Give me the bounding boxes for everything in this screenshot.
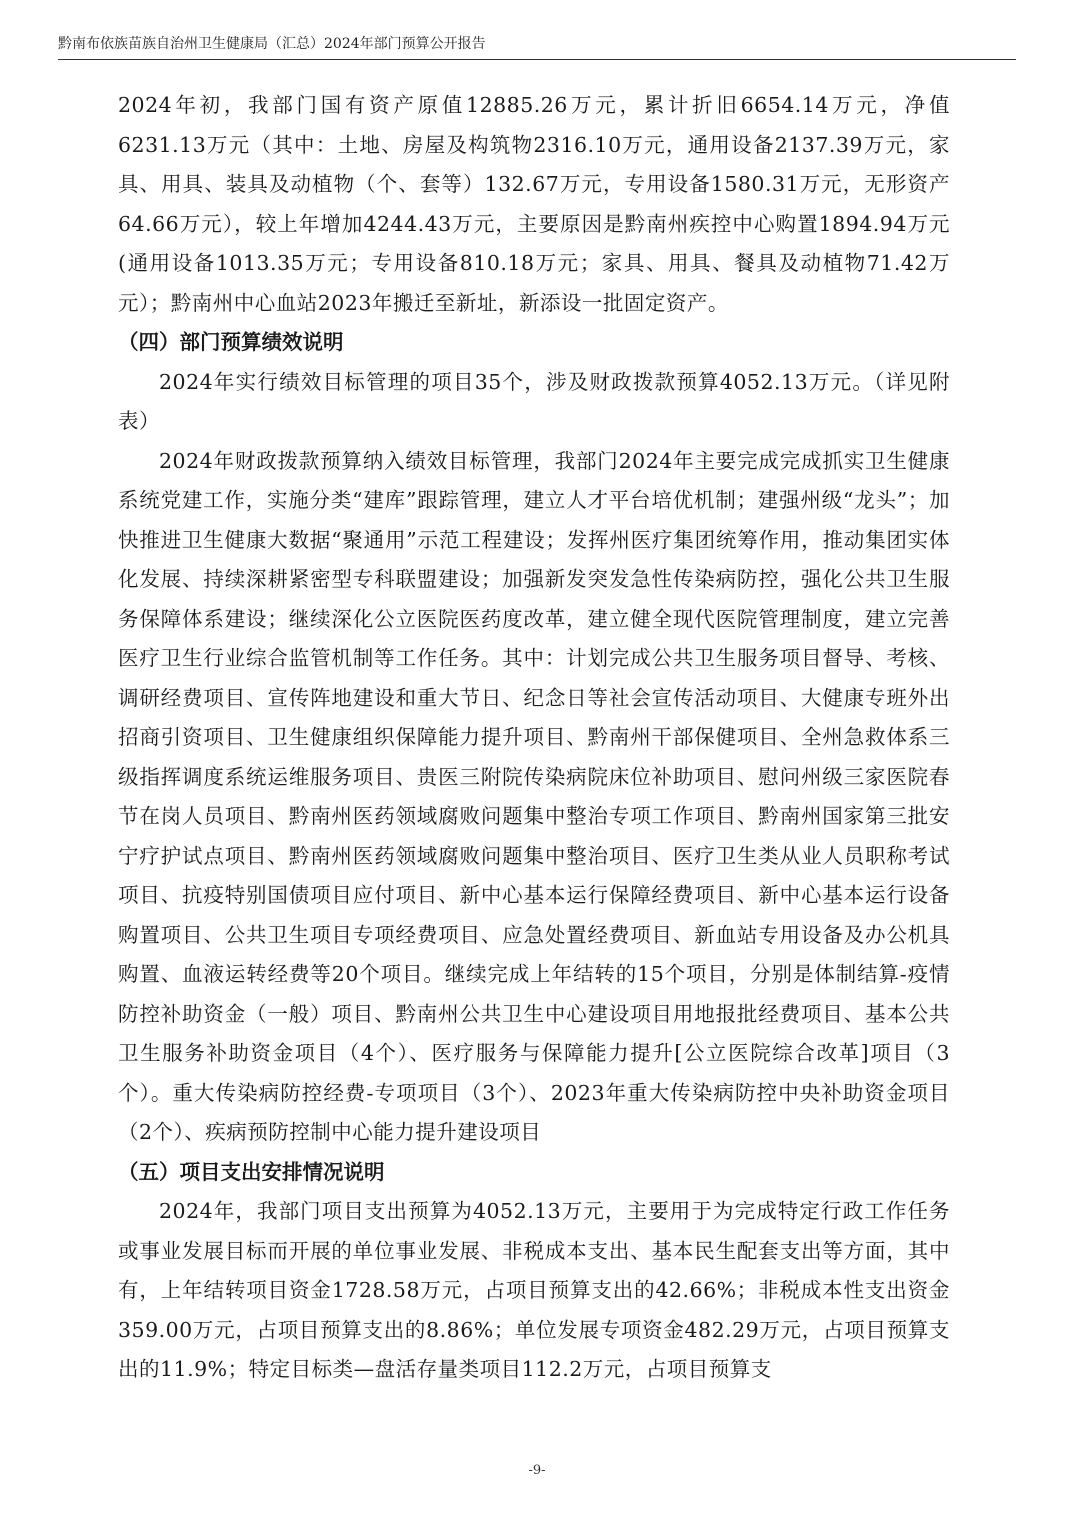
document-body bbox=[118, 86, 950, 1390]
page-number: -9- bbox=[528, 1463, 546, 1478]
paragraph-performance-projects: 2024年实行绩效目标管理的项目35个，涉及财政拨款预算4052.13万元。（详见附表） bbox=[118, 369, 950, 433]
header-divider bbox=[58, 59, 1016, 60]
section-heading-performance: （四）部门预算绩效说明 bbox=[118, 330, 344, 354]
paragraph-project-expenditure: 2024年，我部门项目支出预算为4052.13万元，主要用于为完成特定行政工作任务或事业发展目标而开展的单位事业发展、非税成本支出、基本民生配套支出等方面，其中有，上年结转项目资金1728.58万元，占项目预算支出的42.66%；非税成本性支出资金359.00万元，占项目预算支出的8.86%；单位发展专项资金482.29万元，占项目预算支出的11.9%；特定目标类—盘活存量类项目112.2万元，占项目预算支 bbox=[118, 1199, 950, 1381]
paragraph-performance-details: 2024年财政拨款预算纳入绩效目标管理，我部门2024年主要完成完成抓实卫生健康系统党建工作，实施分类“建库”跟踪管理，建立人才平台培优机制；建强州级“龙头”；加快推进卫生健康大数据“聚通用”示范工程建设；发挥州医疗集团统筹作用，推动集团实体化发展、持续深耕紧密型专科联盟建设；加强新发突发急性传染病防控，强化公共卫生服务保障体系建设；继续深化公立医院医药度改革，建立健全现代医院管理制度，建立完善医疗卫生行业综合监管机制等工作任务。其中：计划完成公共卫生服务项目督导、考核、调研经费项目、宣传阵地建设和重大节日、纪念日等社会宣传活动项目、大健康专班外出招商引资项目、卫生健康组织保障能力提升项目、黔南州干部保健项目、全州急救体系三级指挥调度系统运维服务项目、贵医三附院传染病院床位补助项目、慰问州级三家医院春节在岗人员项目、黔南州医药领域腐败问题集中整治专项工作项目、黔南州国家第三批安宁疗护试点项目、黔南州医药领域腐败问题集中整治项目、医疗卫生类从业人员职称考试项目、抗疫特别国债项目应付项目、新中心基本运行保障经费项目、新中心基本运行设备购置项目、公共卫生项目专项经费项目、应急处置经费项目、新血站专用设备及办公机具购置、血液运转经费等20个项目。继续完成上年结转的15个项目，分别是体制结算-疫情防控补助资金（一般）项目、黔南州公共卫生中心建设项目用地报批经费项目、基本公共卫生服务补助资金项目（4个）、医疗服务与保障能力提升[公立医院综合改革]项目（3个）。重大传染病防控经费-专项项目（3个）、2023年重大传染病防控中央补助资金项目（2个）、疾病预防控制中心能力提升建设项目 bbox=[118, 448, 950, 1144]
paragraph-assets: 2024年初，我部门国有资产原值12885.26万元，累计折旧6654.14万元，净值6231.13万元（其中：土地、房屋及构筑物2316.10万元，通用设备2137.39万元，家具、用具、装具及动植物（个、套等）132.67万元，专用设备1580.31万元，无形资产64.66万元），较上年增加4244.43万元，主要原因是黔南州疾控中心购置1894.94万元(通用设备1013.35万元；专用设备810.18万元；家具、用具、餐具及动植物71.42万元）；黔南州中心血站2023年搬迁至新址，新添设一批固定资产。 bbox=[118, 93, 950, 315]
section-heading-project-expenditure: （五）项目支出安排情况说明 bbox=[118, 1159, 385, 1184]
document-header: 黔南布依族苗族自治州卫生健康局（汇总）2024年部门预算公开报告 bbox=[58, 36, 486, 52]
